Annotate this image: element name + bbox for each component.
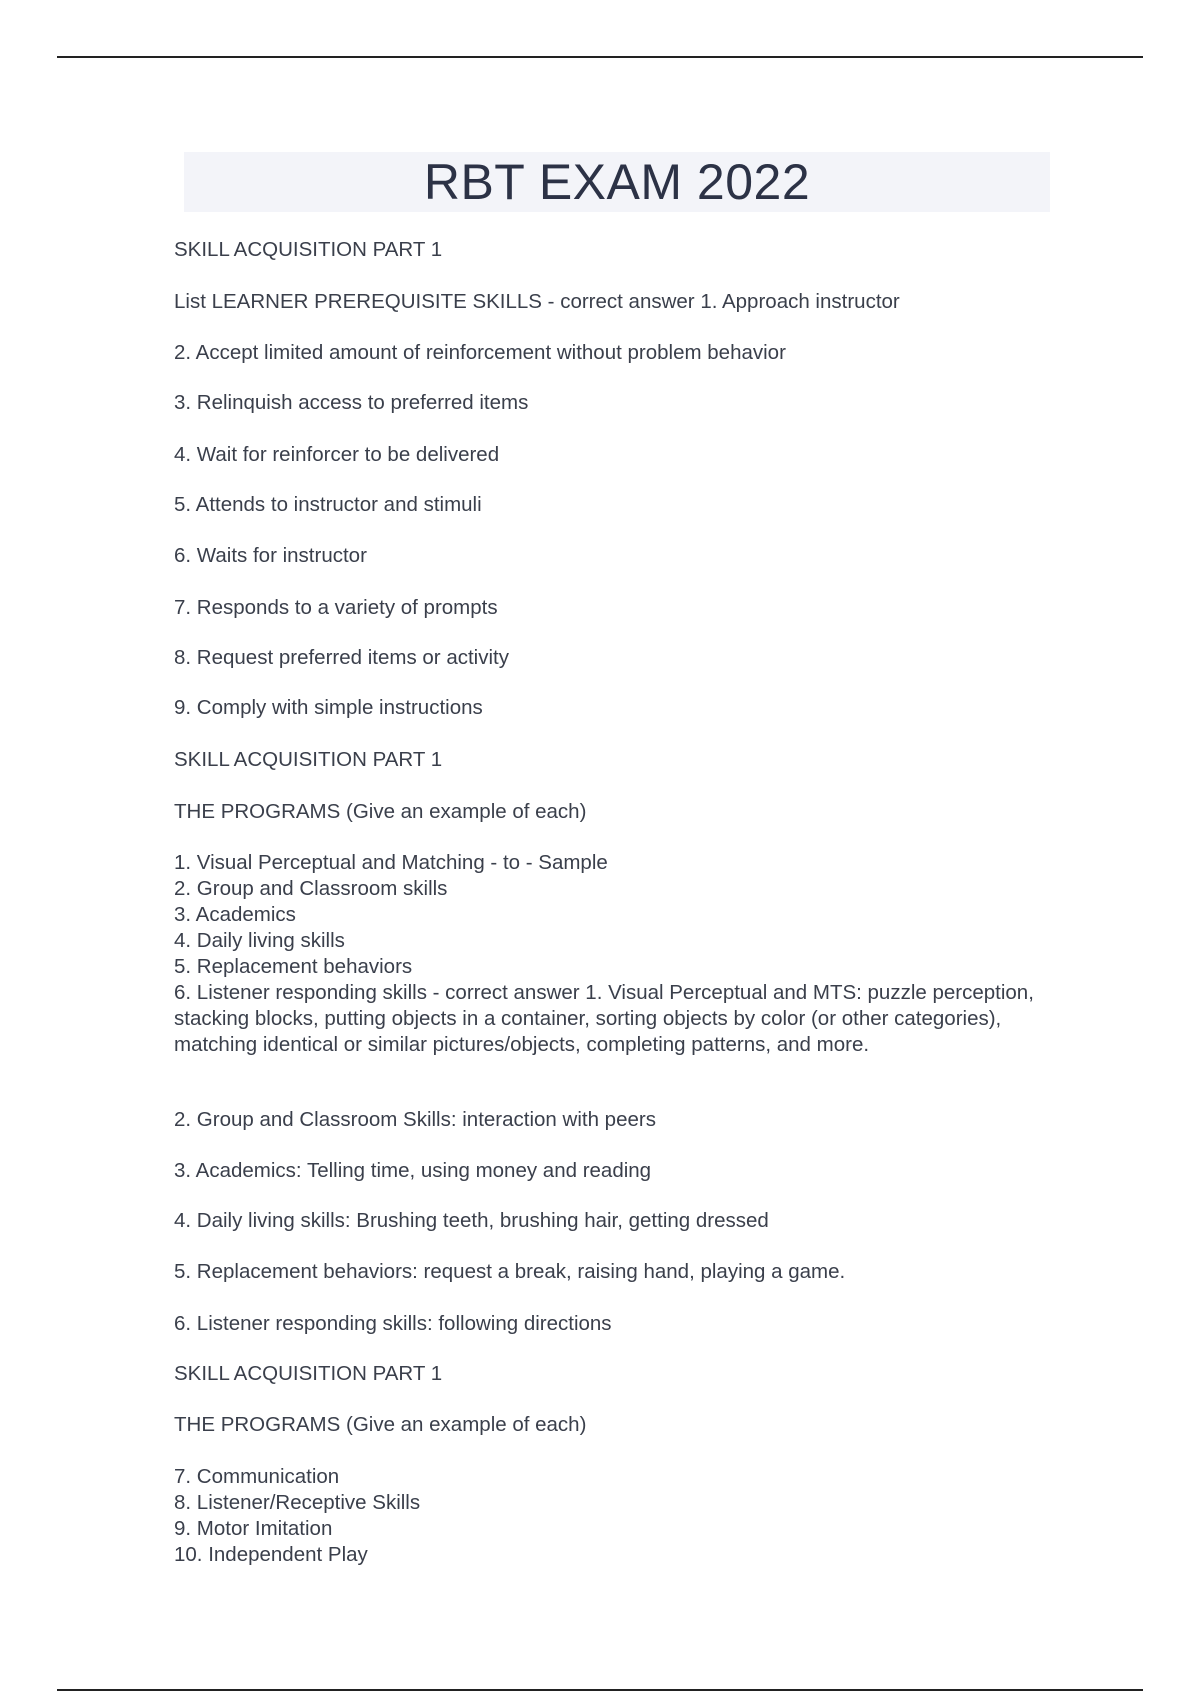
answer-item: 6. Listener responding skills: following directions <box>174 1312 612 1335</box>
list-item: 3. Academics <box>174 903 296 926</box>
section-heading: SKILL ACQUISITION PART 1 <box>174 748 443 771</box>
list-item: 5. Attends to instructor and stimuli <box>174 493 482 516</box>
programs-list <box>174 850 1054 1058</box>
answer-item: 4. Daily living skills: Brushing teeth, brushing hair, getting dressed <box>174 1209 769 1232</box>
list-item: 6. Waits for instructor <box>174 544 367 567</box>
list-item: 9. Comply with simple instructions <box>174 696 483 719</box>
list-item: 5. Replacement behaviors <box>174 955 413 978</box>
list-item: 3. Relinquish access to preferred items <box>174 391 529 414</box>
section-heading: SKILL ACQUISITION PART 1 <box>174 1362 443 1385</box>
answer-item: 5. Replacement behaviors: request a break, raising hand, playing a game. <box>174 1260 846 1283</box>
list-item: 8. Request preferred items or activity <box>174 646 509 669</box>
document-title: RBT EXAM 2022 <box>423 154 811 210</box>
list-item: 2. Accept limited amount of reinforcement without problem behavior <box>174 341 786 364</box>
question-text: THE PROGRAMS (Give an example of each) <box>174 1413 587 1436</box>
bottom-rule <box>57 1689 1143 1691</box>
question-text: List LEARNER PREREQUISITE SKILLS - correct answer 1. Approach instructor <box>174 290 900 313</box>
programs-list-continued <box>174 1464 1054 1568</box>
list-item: 10. Independent Play <box>174 1543 368 1566</box>
top-rule <box>57 56 1143 58</box>
list-item: 7. Responds to a variety of prompts <box>174 596 498 619</box>
list-item: 7. Communication <box>174 1465 340 1488</box>
answer-item: 3. Academics: Telling time, using money and reading <box>174 1159 652 1182</box>
section-heading: SKILL ACQUISITION PART 1 <box>174 238 443 261</box>
list-item: 2. Group and Classroom skills <box>174 877 448 900</box>
list-item: 8. Listener/Receptive Skills <box>174 1491 421 1514</box>
title-banner <box>184 152 1050 212</box>
question-text: THE PROGRAMS (Give an example of each) <box>174 800 587 823</box>
list-item: 9. Motor Imitation <box>174 1517 333 1540</box>
answer-paragraph: 6. Listener responding skills - correct answer 1. Visual Perceptual and MTS: puzzle perception, stacking blocks, putting objects in a container, sorting objects by color (or other categories), matching identical or similar pictures/objects, completing patterns, and more. <box>174 981 1034 1056</box>
list-item: 4. Daily living skills <box>174 929 345 952</box>
answer-item: 2. Group and Classroom Skills: interaction with peers <box>174 1108 656 1131</box>
list-item: 1. Visual Perceptual and Matching - to - Sample <box>174 851 608 874</box>
list-item: 4. Wait for reinforcer to be delivered <box>174 443 500 466</box>
